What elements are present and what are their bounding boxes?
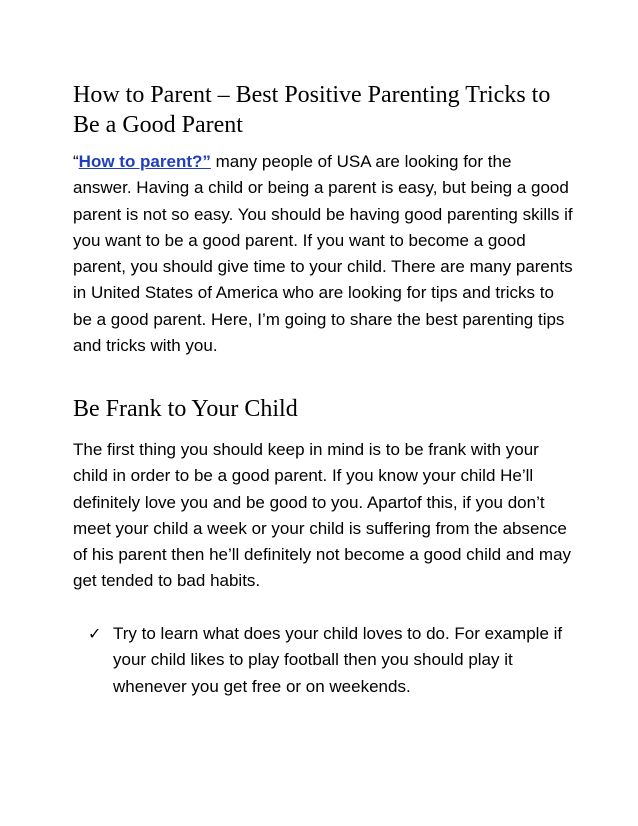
intro-open-quote: “ [73,152,79,171]
bullet-item [88,621,578,700]
how-to-parent-link[interactable]: How to parent?” [78,152,211,171]
intro-text: many people of USA are looking for the answer. Having a child or being a parent is easy, but being a good parent is not so easy. You should be having good parenting skills if you want to be a good parent. If you want to become a good parent, you should give time to your child. There are many parents in United States of America who are looking for tips and tricks to be a good parent. Here, I’m going to share the best parenting tips and tricks with you. [73,152,573,356]
checkmark-icon: ✓ [88,624,102,643]
intro-paragraph [73,149,573,359]
bullet-text: Try to learn what does your child loves to do. For example if your child likes to play football then you should play it whenever you get free or on weekends. [113,624,563,696]
document-title: How to Parent – Best Positive Parenting Tricks to Be a Good Parent [73,82,551,138]
section-heading: Be Frank to Your Child [73,396,298,422]
section-paragraph: The first thing you should keep in mind is to be frank with your child in order to be a good parent. If you know your child He’ll definitely love you and be good to you. Apartof this, if you don’t meet your child a week or your child is suffering from the absence of his parent then he’ll definitely not become a good child and may get tended to bad habits. [73,440,572,591]
